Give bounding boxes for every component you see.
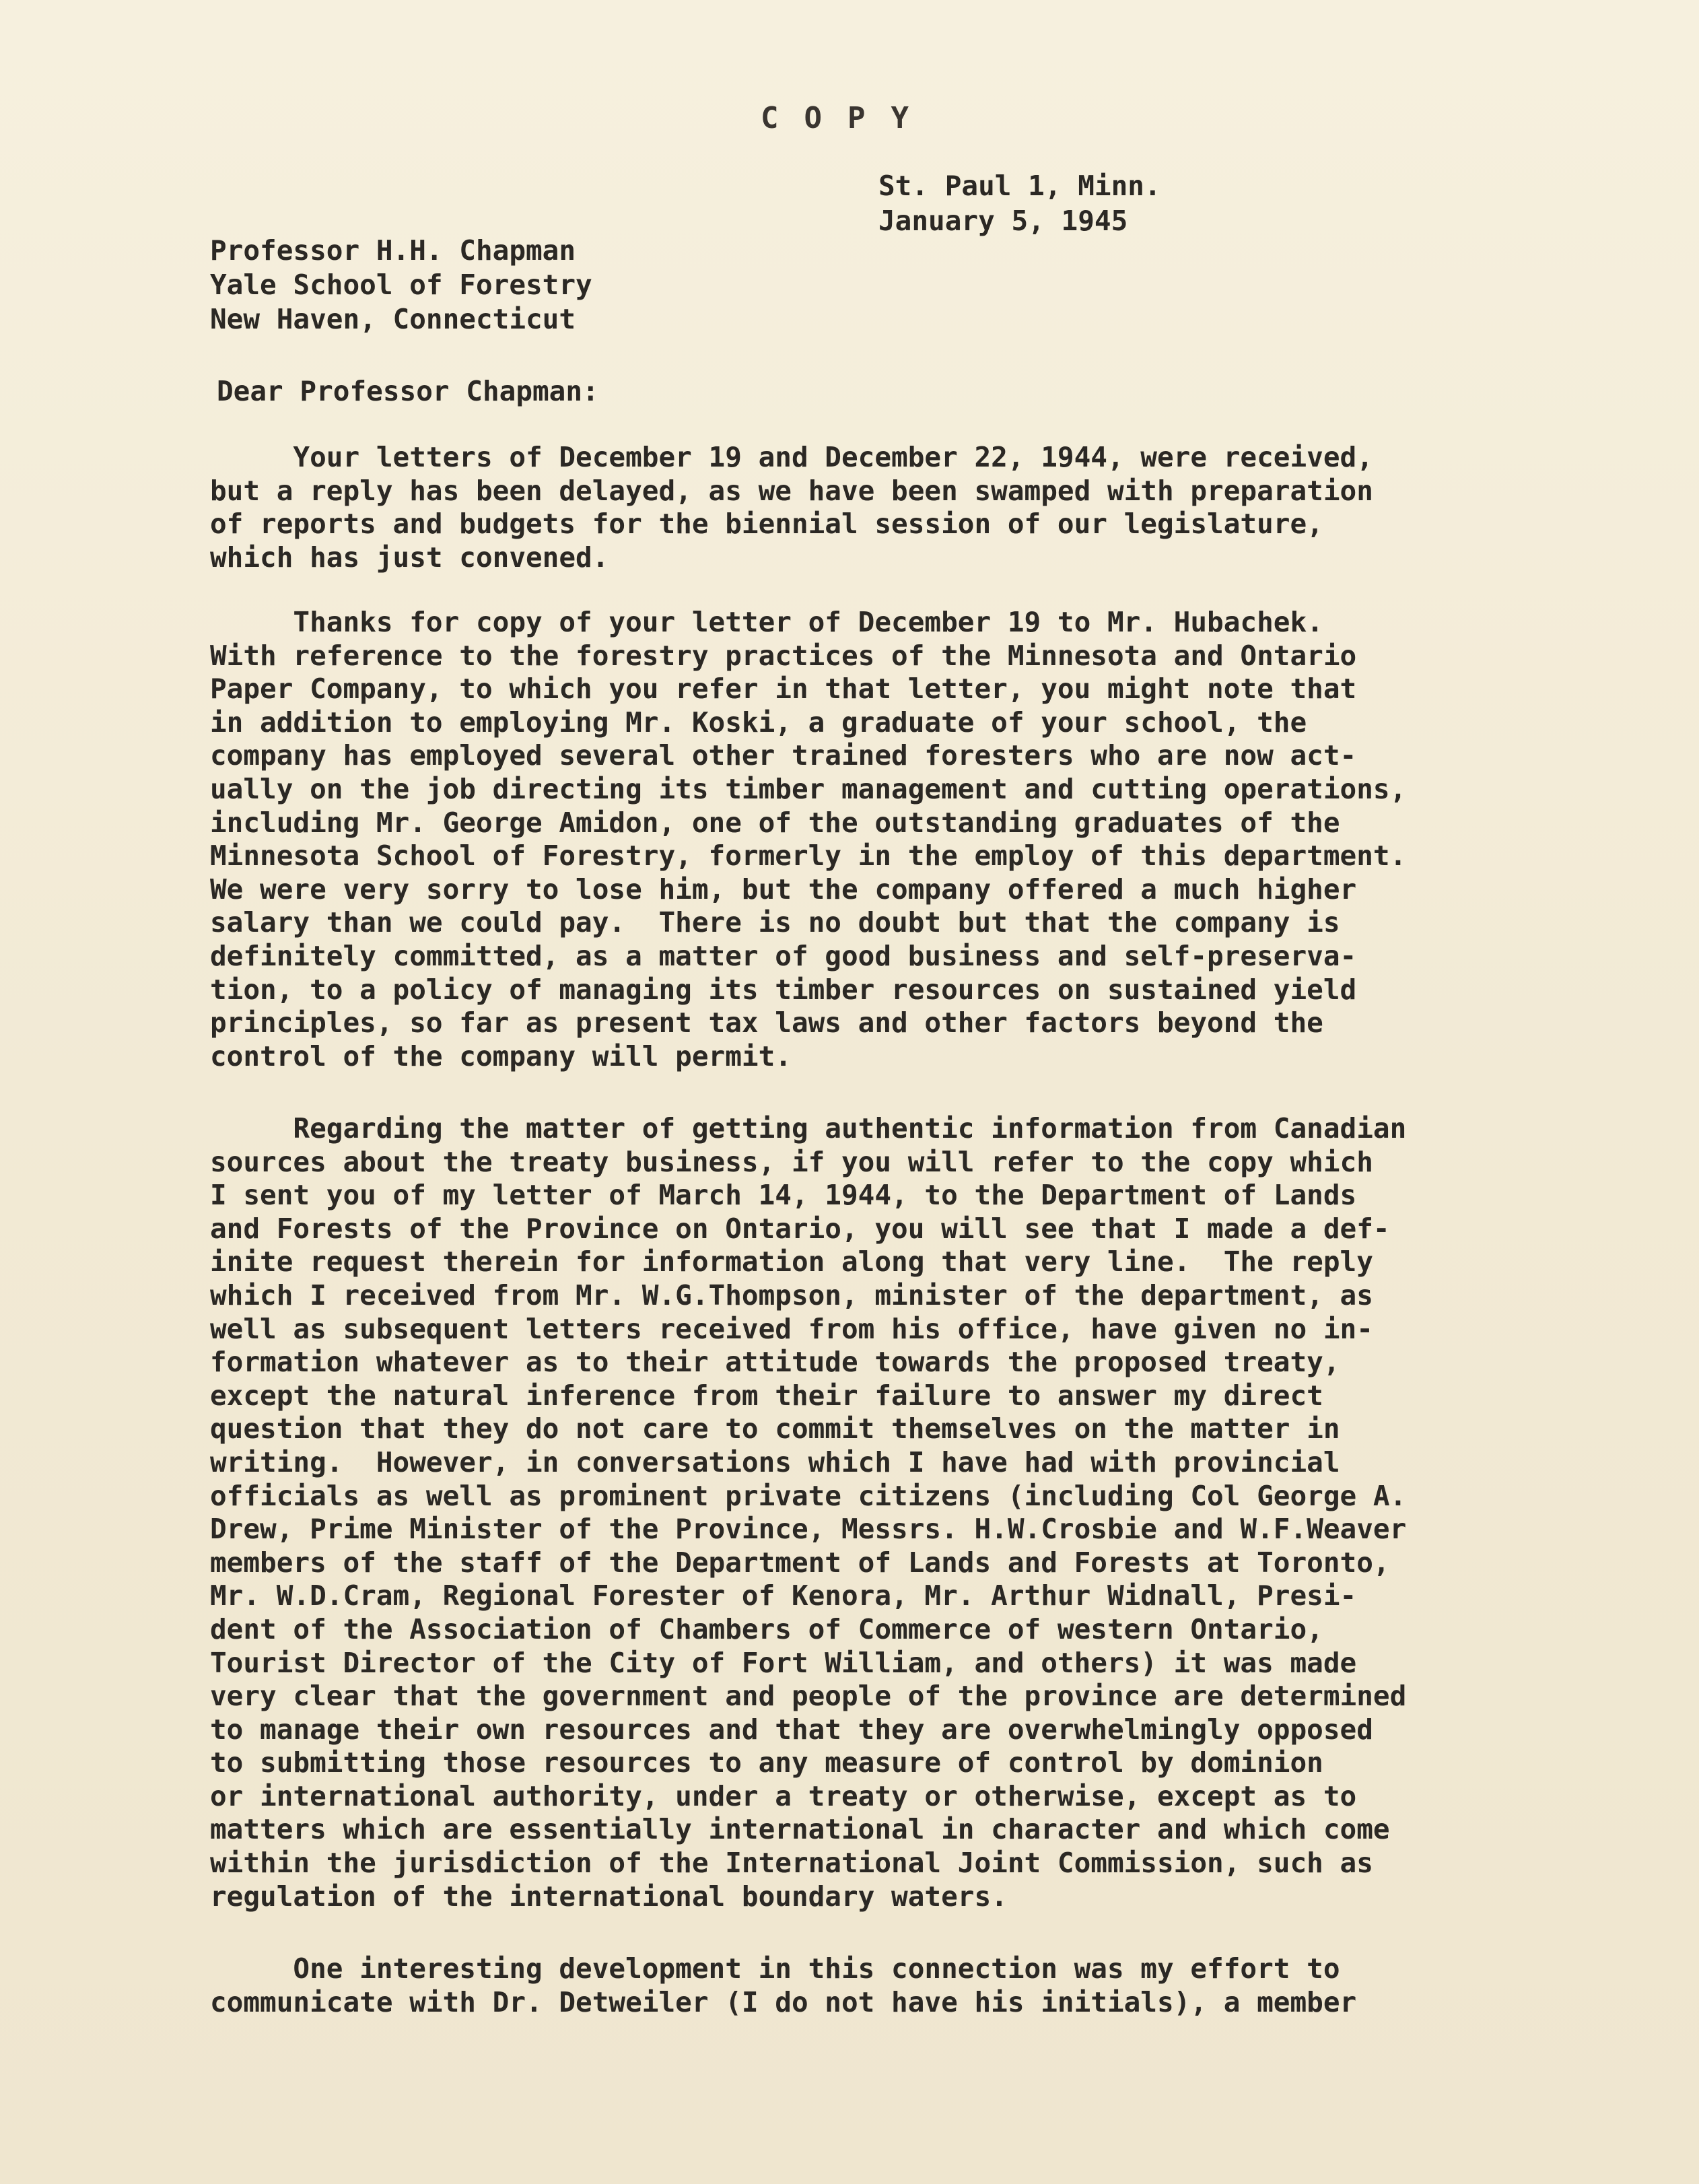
dateline-place: St. Paul 1, Minn.: [878, 170, 1161, 202]
paragraph-letters-received: Your letters of December 19 and December 22, 1944, were received, but a reply has been delayed, as we have been swamped with preparation of reports and budgets for the biennial session of our legislature, which has just convened.: [210, 441, 1373, 574]
dateline-date: January 5, 1945: [878, 205, 1128, 237]
recipient-address: [210, 234, 592, 337]
paragraph-forestry-practices: Thanks for copy of your letter of December 19 to Mr. Hubachek. With reference to the forestry practices of the Minnesota and Ontario Paper Company, to which you refer in that letter, you might note that in addition to employing Mr. Koski, a graduate of your school, the company has employed several other trained foresters who are now act- ually on the job directing its timber management and cutting operations, including Mr. George Amidon, one of the outstanding graduates of the Minnesota School of Forestry, formerly in the employ of this department. We were very sorry to lose him, but the company offered a much higher salary than we could pay. There is no doubt but that the company is definitely committed, as a matter of good business and self-preserva- tion, to a policy of managing its timber resources on sustained yield principles, so far as present tax laws and other factors beyond the control of the company will permit.: [210, 606, 1407, 1072]
paragraph-canadian-information: Regarding the matter of getting authentic information from Canadian sources about the treaty business, if you will refer to the copy which I sent you of my letter of March 14, 1944, to the Department of Lands and Forests of the Province on Ontario, you will see that I made a def- inite request therein for information along that very line. The reply which I received from Mr. W.G.Thompson, minister of the department, as well as subsequent letters received from his office, have given no in- formation whatever as to their attitude towards the proposed treaty, except the natural inference from their failure to answer my direct question that they do not care to commit themselves on the matter in writing. However, in conversations which I have had with provincial officials as well as prominent private citizens (including Col George A. Drew, Prime Minister of the Province, Messrs. H.W.Crosbie and W.F.Weaver members of the staff of the Department of Lands and Forests at Toronto, Mr. W.D.Cram, Regional Forester of Kenora, Mr. Arthur Widnall, Presi- dent of the Association of Chambers of Commerce of western Ontario, Tourist Director of the City of Fort William, and others) it was made very clear that the government and people of the province are determined to manage their own resources and that they are overwhelmingly opposed to submitting those resources to any measure of control by dominion or international authority, under a treaty or otherwise, except as to matters which are essentially international in character and which come within the jurisdiction of the International Joint Commission, such as regulation of the international boundary waters.: [210, 1112, 1407, 1913]
recipient-name: Professor H.H. Chapman: [210, 234, 576, 267]
salutation: Dear Professor Chapman:: [217, 375, 599, 407]
paragraph-detweiler: One interesting development in this connection was my effort to communicate with Dr. Detweiler (I do not have his initials), a member: [210, 1952, 1357, 2018]
copy-heading: COPY: [761, 101, 934, 135]
dateline: [878, 168, 1161, 238]
recipient-city: New Haven, Connecticut: [210, 303, 576, 335]
recipient-institution: Yale School of Forestry: [210, 269, 592, 301]
